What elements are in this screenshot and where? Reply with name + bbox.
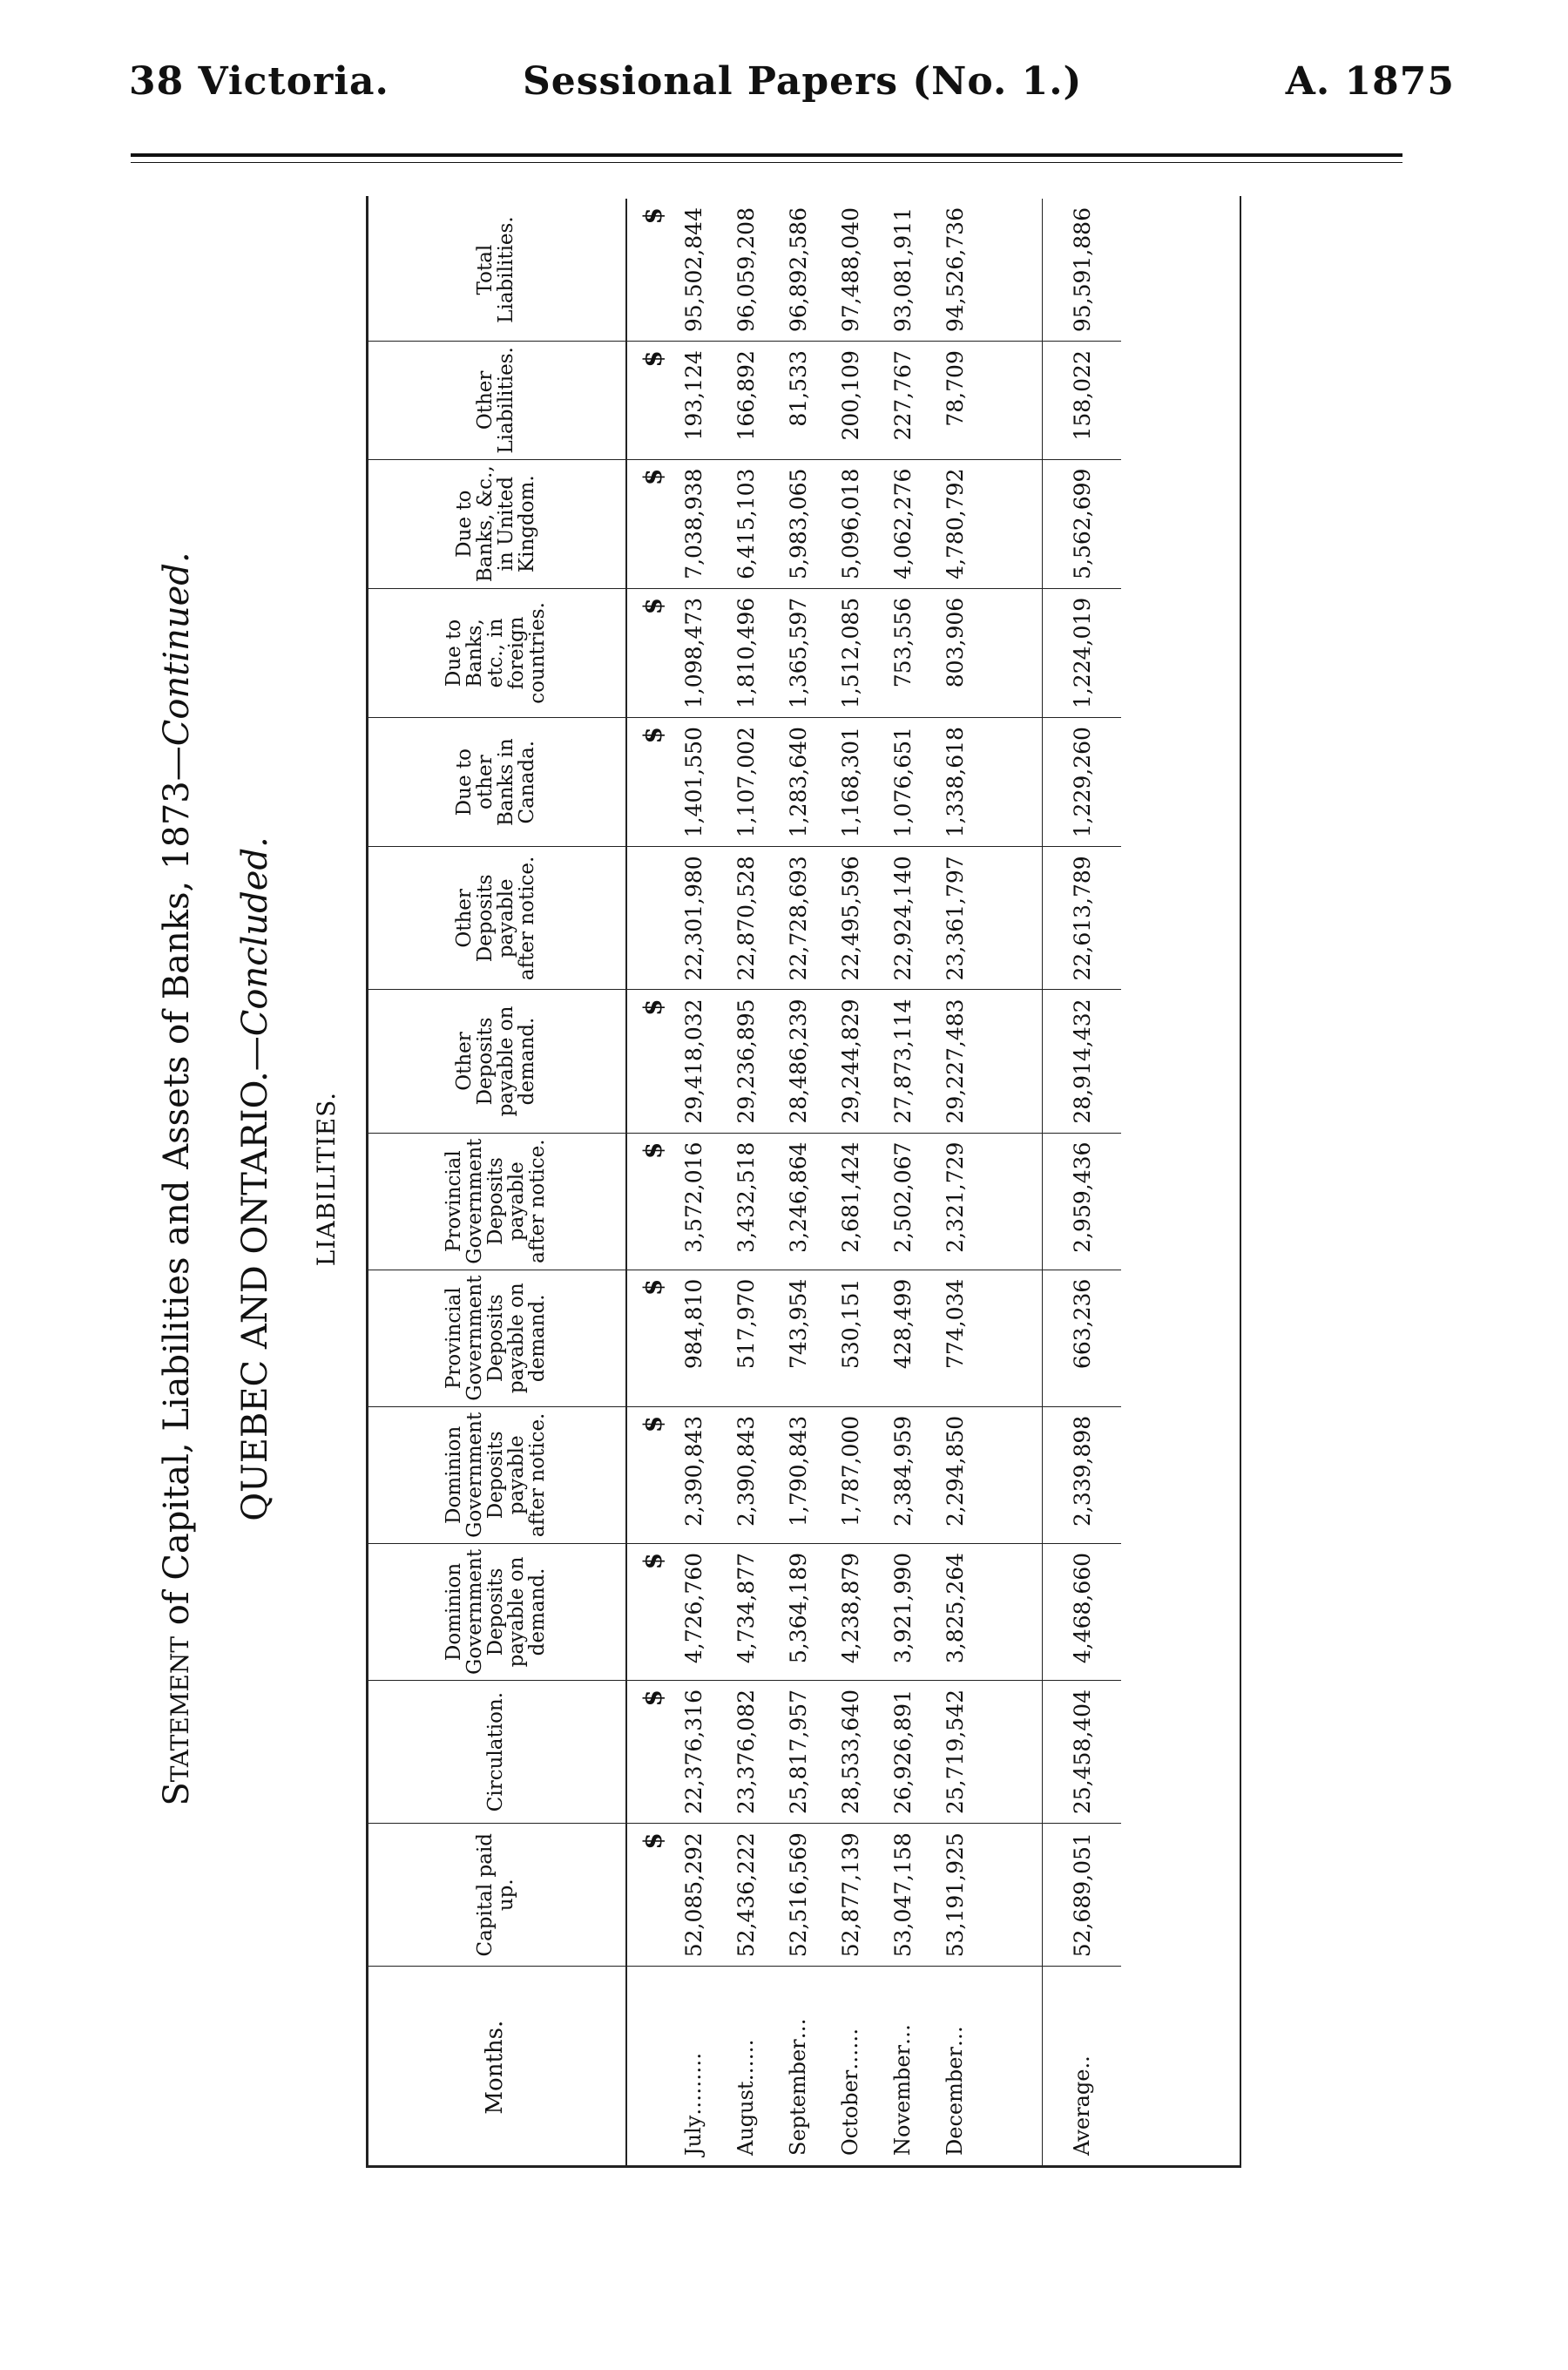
table-cell: 3,921,990 <box>876 1543 929 1680</box>
table-cell: 29,227,483 <box>929 990 981 1133</box>
column-header: Total Liabilities. <box>366 199 626 342</box>
table-cell: 5,983,065 <box>772 459 824 588</box>
table-cell: 4,062,276 <box>876 459 929 588</box>
table-row <box>824 199 876 2168</box>
table-cell: 29,418,032 <box>667 990 720 1133</box>
table-cell: 22,613,789 <box>1043 847 1122 990</box>
table-cell: 94,526,736 <box>929 199 981 342</box>
table-cell: 743,954 <box>772 1270 824 1406</box>
table-cell: 200,109 <box>824 342 876 459</box>
table-cell: 22,495,596 <box>824 847 876 990</box>
table-cell: 22,301,980 <box>667 847 720 990</box>
table-cell: 93,081,911 <box>876 199 929 342</box>
table-cell: 517,970 <box>720 1270 772 1406</box>
table-cell: 28,486,239 <box>772 990 824 1133</box>
column-header: Due to Banks, &c., in United Kingdom. <box>366 459 626 588</box>
table-cell: 2,390,843 <box>720 1406 772 1543</box>
column-header: Due to other Banks in Canada. <box>366 718 626 847</box>
row-label: November… <box>890 2023 915 2156</box>
header-year: A. 1875 <box>1285 59 1455 104</box>
table-cell: 52,689,051 <box>1043 1824 1122 1967</box>
table-cell: 1,401,550 <box>667 718 720 847</box>
table-cell: 1,224,019 <box>1043 588 1122 717</box>
table-cell: 4,238,879 <box>824 1543 876 1680</box>
table-cell: $ <box>626 1406 667 1543</box>
header-rule <box>131 153 1402 157</box>
table-cell: 28,533,640 <box>824 1681 876 1824</box>
row-label: September… <box>786 2018 810 2156</box>
row-label: October…… <box>838 2028 862 2156</box>
table-cell: $ <box>626 1681 667 1824</box>
table-cell <box>981 1824 1043 1967</box>
table-cell: 22,728,693 <box>772 847 824 990</box>
table-cell <box>981 1681 1043 1824</box>
table-row <box>772 199 824 2168</box>
table-cell <box>981 588 1043 717</box>
table-cell: 1,338,618 <box>929 718 981 847</box>
table-cell: 95,591,886 <box>1043 199 1122 342</box>
table-cell: 1,229,260 <box>1043 718 1122 847</box>
table-cell: 803,906 <box>929 588 981 717</box>
table-cell: $ <box>626 1824 667 1967</box>
subtitle-region: QUEBEC AND ONTARIO.— <box>235 1036 275 1521</box>
table-cell: 5,096,018 <box>824 459 876 588</box>
column-header: Other Liabilities. <box>366 342 626 459</box>
table-cell: $ <box>626 342 667 459</box>
header-row <box>366 199 626 2168</box>
column-header: Capital paid up. <box>366 1824 626 1967</box>
table-cell: 96,059,208 <box>720 199 772 342</box>
table-cell: 1,365,597 <box>772 588 824 717</box>
table-cell: 984,810 <box>667 1270 720 1406</box>
rotated-table-region <box>148 164 1281 2194</box>
table-cell: 428,499 <box>876 1270 929 1406</box>
header-rule-thin <box>131 162 1402 163</box>
table-cell: 29,244,829 <box>824 990 876 1133</box>
row-label: July……… <box>681 2052 706 2156</box>
column-header-months: Months. <box>366 1967 626 2168</box>
table-cell: 4,726,760 <box>667 1543 720 1680</box>
statement-title-prefix: Statement <box>157 1635 197 1806</box>
table-cell: 97,488,040 <box>824 199 876 342</box>
table-cell: 27,873,114 <box>876 990 929 1133</box>
table-row <box>929 199 981 2168</box>
table-cell: 3,432,518 <box>720 1133 772 1270</box>
table-cell: $ <box>626 990 667 1133</box>
table-cell: 53,047,158 <box>876 1824 929 1967</box>
column-header: Provincial Government Deposits payable on demand. <box>366 1270 626 1406</box>
table-cell: 3,825,264 <box>929 1543 981 1680</box>
statement-subtitle <box>235 164 275 2194</box>
table-row <box>720 199 772 2168</box>
column-header: Dominion Government Deposits payable after notice. <box>366 1406 626 1543</box>
section-label: LIABILITIES. <box>312 1091 341 1267</box>
table-cell <box>981 847 1043 990</box>
table-cell <box>981 1406 1043 1543</box>
table-cell: 2,321,729 <box>929 1133 981 1270</box>
table-cell: 4,734,877 <box>720 1543 772 1680</box>
table-cell: 2,959,436 <box>1043 1133 1122 1270</box>
header-title: Sessional Papers (No. 1.) <box>523 59 1083 104</box>
statement-title-main: of Capital, Liabilities and Assets of Banks, 1873— <box>157 746 197 1636</box>
table-cell: 81,533 <box>772 342 824 459</box>
table-cell: 1,076,651 <box>876 718 929 847</box>
table-cell <box>981 199 1043 342</box>
table-cell: 3,572,016 <box>667 1133 720 1270</box>
table-cell: 2,390,843 <box>667 1406 720 1543</box>
average-row <box>1043 199 1122 2168</box>
table-cell: 1,098,473 <box>667 588 720 717</box>
statement-title <box>157 164 197 2194</box>
column-header: Circulation. <box>366 1681 626 1824</box>
table-cell <box>981 459 1043 588</box>
table-cell: 774,034 <box>929 1270 981 1406</box>
column-header: Due to Banks, etc., in foreign countries. <box>366 588 626 717</box>
table-cell: 28,914,432 <box>1043 990 1122 1133</box>
table-cell: $ <box>626 459 667 588</box>
table-cell: 2,681,424 <box>824 1133 876 1270</box>
table-titles <box>148 164 366 2194</box>
table-cell: 1,790,843 <box>772 1406 824 1543</box>
table-body <box>626 199 1121 2168</box>
table-cell: 5,364,189 <box>772 1543 824 1680</box>
table-cell <box>981 718 1043 847</box>
table-cell: 29,236,895 <box>720 990 772 1133</box>
table-cell: 7,038,938 <box>667 459 720 588</box>
table-cell: 1,283,640 <box>772 718 824 847</box>
table-cell <box>981 1543 1043 1680</box>
row-label: August…… <box>733 2039 758 2156</box>
table-cell: 6,415,103 <box>720 459 772 588</box>
table-cell: 2,502,067 <box>876 1133 929 1270</box>
table-cell: $ <box>626 199 667 342</box>
spacer-row <box>981 199 1043 2168</box>
table-cell <box>626 847 667 990</box>
column-header: Other Deposits payable after notice. <box>366 847 626 990</box>
table-cell: 4,780,792 <box>929 459 981 588</box>
table-cell: 1,787,000 <box>824 1406 876 1543</box>
table-cell: 23,376,082 <box>720 1681 772 1824</box>
header-session: 38 Victoria. <box>129 59 389 104</box>
currency-row <box>626 199 667 2168</box>
table-cell: 1,168,301 <box>824 718 876 847</box>
table-cell: 23,361,797 <box>929 847 981 990</box>
table-cell: $ <box>626 1133 667 1270</box>
table-cell: 166,892 <box>720 342 772 459</box>
table-cell <box>981 342 1043 459</box>
table-cell: 2,339,898 <box>1043 1406 1122 1543</box>
table-cell <box>981 1133 1043 1270</box>
row-label <box>981 1967 1043 2168</box>
table-cell: 22,870,528 <box>720 847 772 990</box>
table-cell <box>981 1270 1043 1406</box>
subtitle-concluded: Concluded. <box>235 836 275 1037</box>
table-cell: 22,376,316 <box>667 1681 720 1824</box>
table-row <box>876 199 929 2168</box>
table-cell: 3,246,864 <box>772 1133 824 1270</box>
table-cell: 2,294,850 <box>929 1406 981 1543</box>
table-cell: 1,512,085 <box>824 588 876 717</box>
table-cell: 227,767 <box>876 342 929 459</box>
table-cell: 753,556 <box>876 588 929 717</box>
column-header: Provincial Government Deposits payable after notice. <box>366 1133 626 1270</box>
table-cell: 4,468,660 <box>1043 1543 1122 1680</box>
table-cell: 96,892,586 <box>772 199 824 342</box>
table-row <box>667 199 720 2168</box>
table-cell: 1,107,002 <box>720 718 772 847</box>
table-cell: 52,085,292 <box>667 1824 720 1967</box>
column-header: Other Deposits payable on demand. <box>366 990 626 1133</box>
table-cell: 26,926,891 <box>876 1681 929 1824</box>
table-cell: $ <box>626 718 667 847</box>
table-cell: 25,458,404 <box>1043 1681 1122 1824</box>
table-cell: 5,562,699 <box>1043 459 1122 588</box>
table-cell: 52,877,139 <box>824 1824 876 1967</box>
page-header <box>0 59 1568 120</box>
table-cell: 95,502,844 <box>667 199 720 342</box>
row-label: December… <box>943 2026 967 2156</box>
table-cell: 25,719,542 <box>929 1681 981 1824</box>
table-cell: 78,709 <box>929 342 981 459</box>
table-cell: 53,191,925 <box>929 1824 981 1967</box>
row-label: Average.. <box>1043 1967 1122 2168</box>
column-header: Dominion Government Deposits payable on demand. <box>366 1543 626 1680</box>
table-cell: 1,810,496 <box>720 588 772 717</box>
liabilities-table <box>366 199 1121 2168</box>
table-cell: 193,124 <box>667 342 720 459</box>
table-cell: 2,384,959 <box>876 1406 929 1543</box>
statement-title-continued: Continued. <box>157 552 197 747</box>
table-cell: 52,436,222 <box>720 1824 772 1967</box>
row-label <box>626 1967 667 2168</box>
table-cell: 25,817,957 <box>772 1681 824 1824</box>
table-cell: 22,924,140 <box>876 847 929 990</box>
table-cell: 530,151 <box>824 1270 876 1406</box>
table-cell: 52,516,569 <box>772 1824 824 1967</box>
table-cell: $ <box>626 588 667 717</box>
table-cell <box>981 990 1043 1133</box>
table-cell: $ <box>626 1543 667 1680</box>
table-cell: $ <box>626 1270 667 1406</box>
table-cell: 158,022 <box>1043 342 1122 459</box>
table-cell: 663,236 <box>1043 1270 1122 1406</box>
